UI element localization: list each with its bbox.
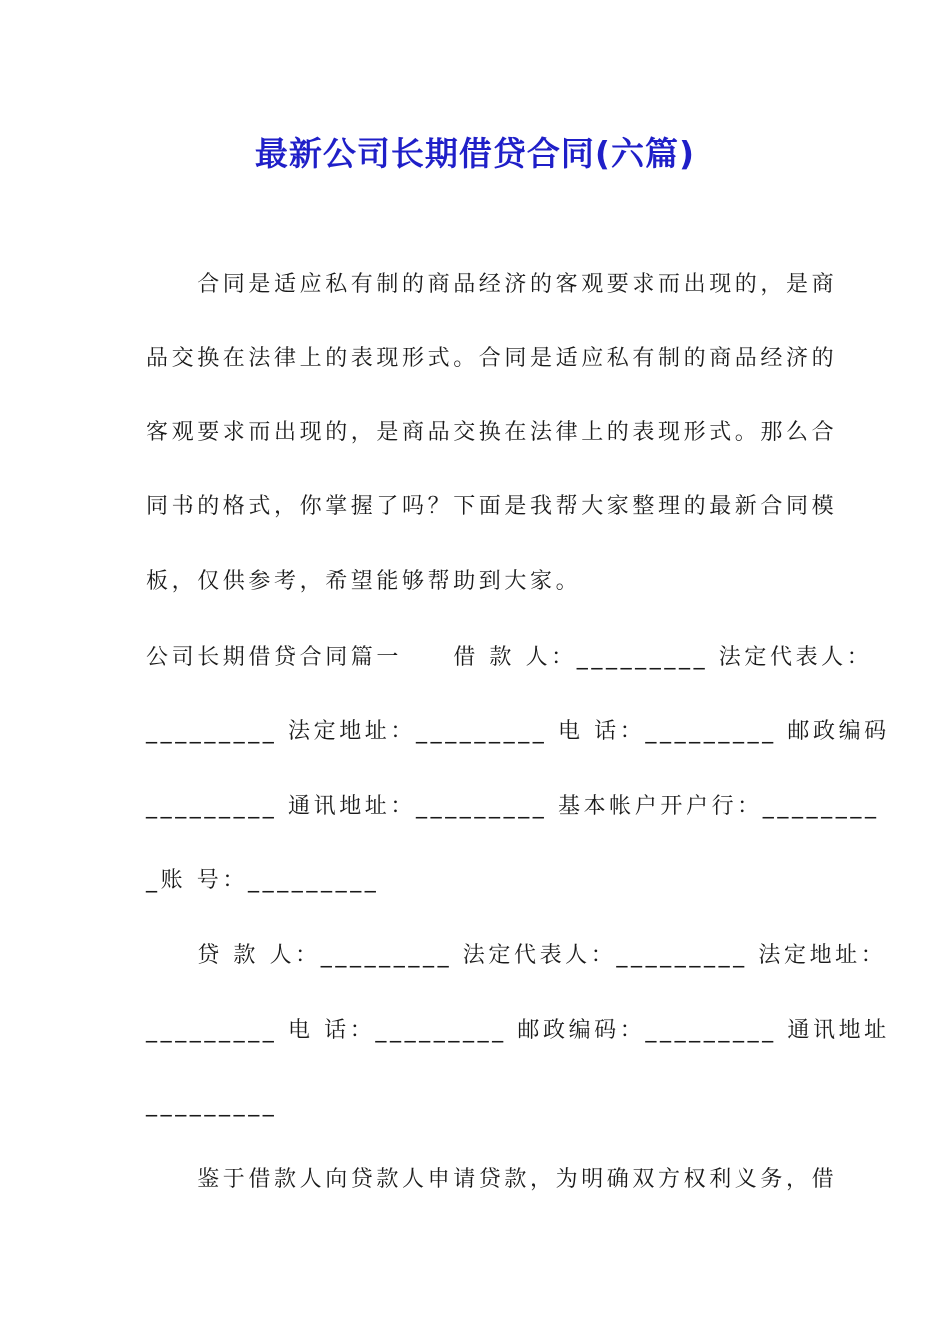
body-line-5: 板，仅供参考，希望能够帮助到大家。 [146, 569, 582, 594]
body-line-12: _________ [146, 1092, 278, 1117]
body-line-11: _________ 电 话：_________ 邮政编码：_________ 通讯地址 [146, 1018, 890, 1043]
body-line-1: 合同是适应私有制的商品经济的客观要求而出现的，是商 [146, 272, 838, 297]
document-title: 最新公司长期借贷合同(六篇) [254, 134, 696, 173]
body-line-6: 公司长期借贷合同篇一 借 款 人：_________ 法定代表人： [146, 645, 873, 670]
body-line-7: _________ 法定地址：_________ 电 话：_________ 邮政编码 [146, 719, 890, 744]
body-line-13: 鉴于借款人向贷款人申请贷款，为明确双方权利义务，借 [146, 1167, 838, 1192]
body-line-9: _账 号：_________ [146, 868, 380, 893]
body-line-3: 客观要求而出现的，是商品交换在法律上的表现形式。那么合 [146, 420, 838, 445]
body-line-8: _________ 通讯地址：_________ 基本帐户开户行：________ [146, 794, 880, 819]
body-line-4: 同书的格式，你掌握了吗？下面是我帮大家整理的最新合同模 [146, 494, 838, 519]
body-line-2: 品交换在法律上的表现形式。合同是适应私有制的商品经济的 [146, 346, 838, 371]
body-line-10: 贷 款 人：_________ 法定代表人：_________ 法定地址： [146, 943, 887, 968]
